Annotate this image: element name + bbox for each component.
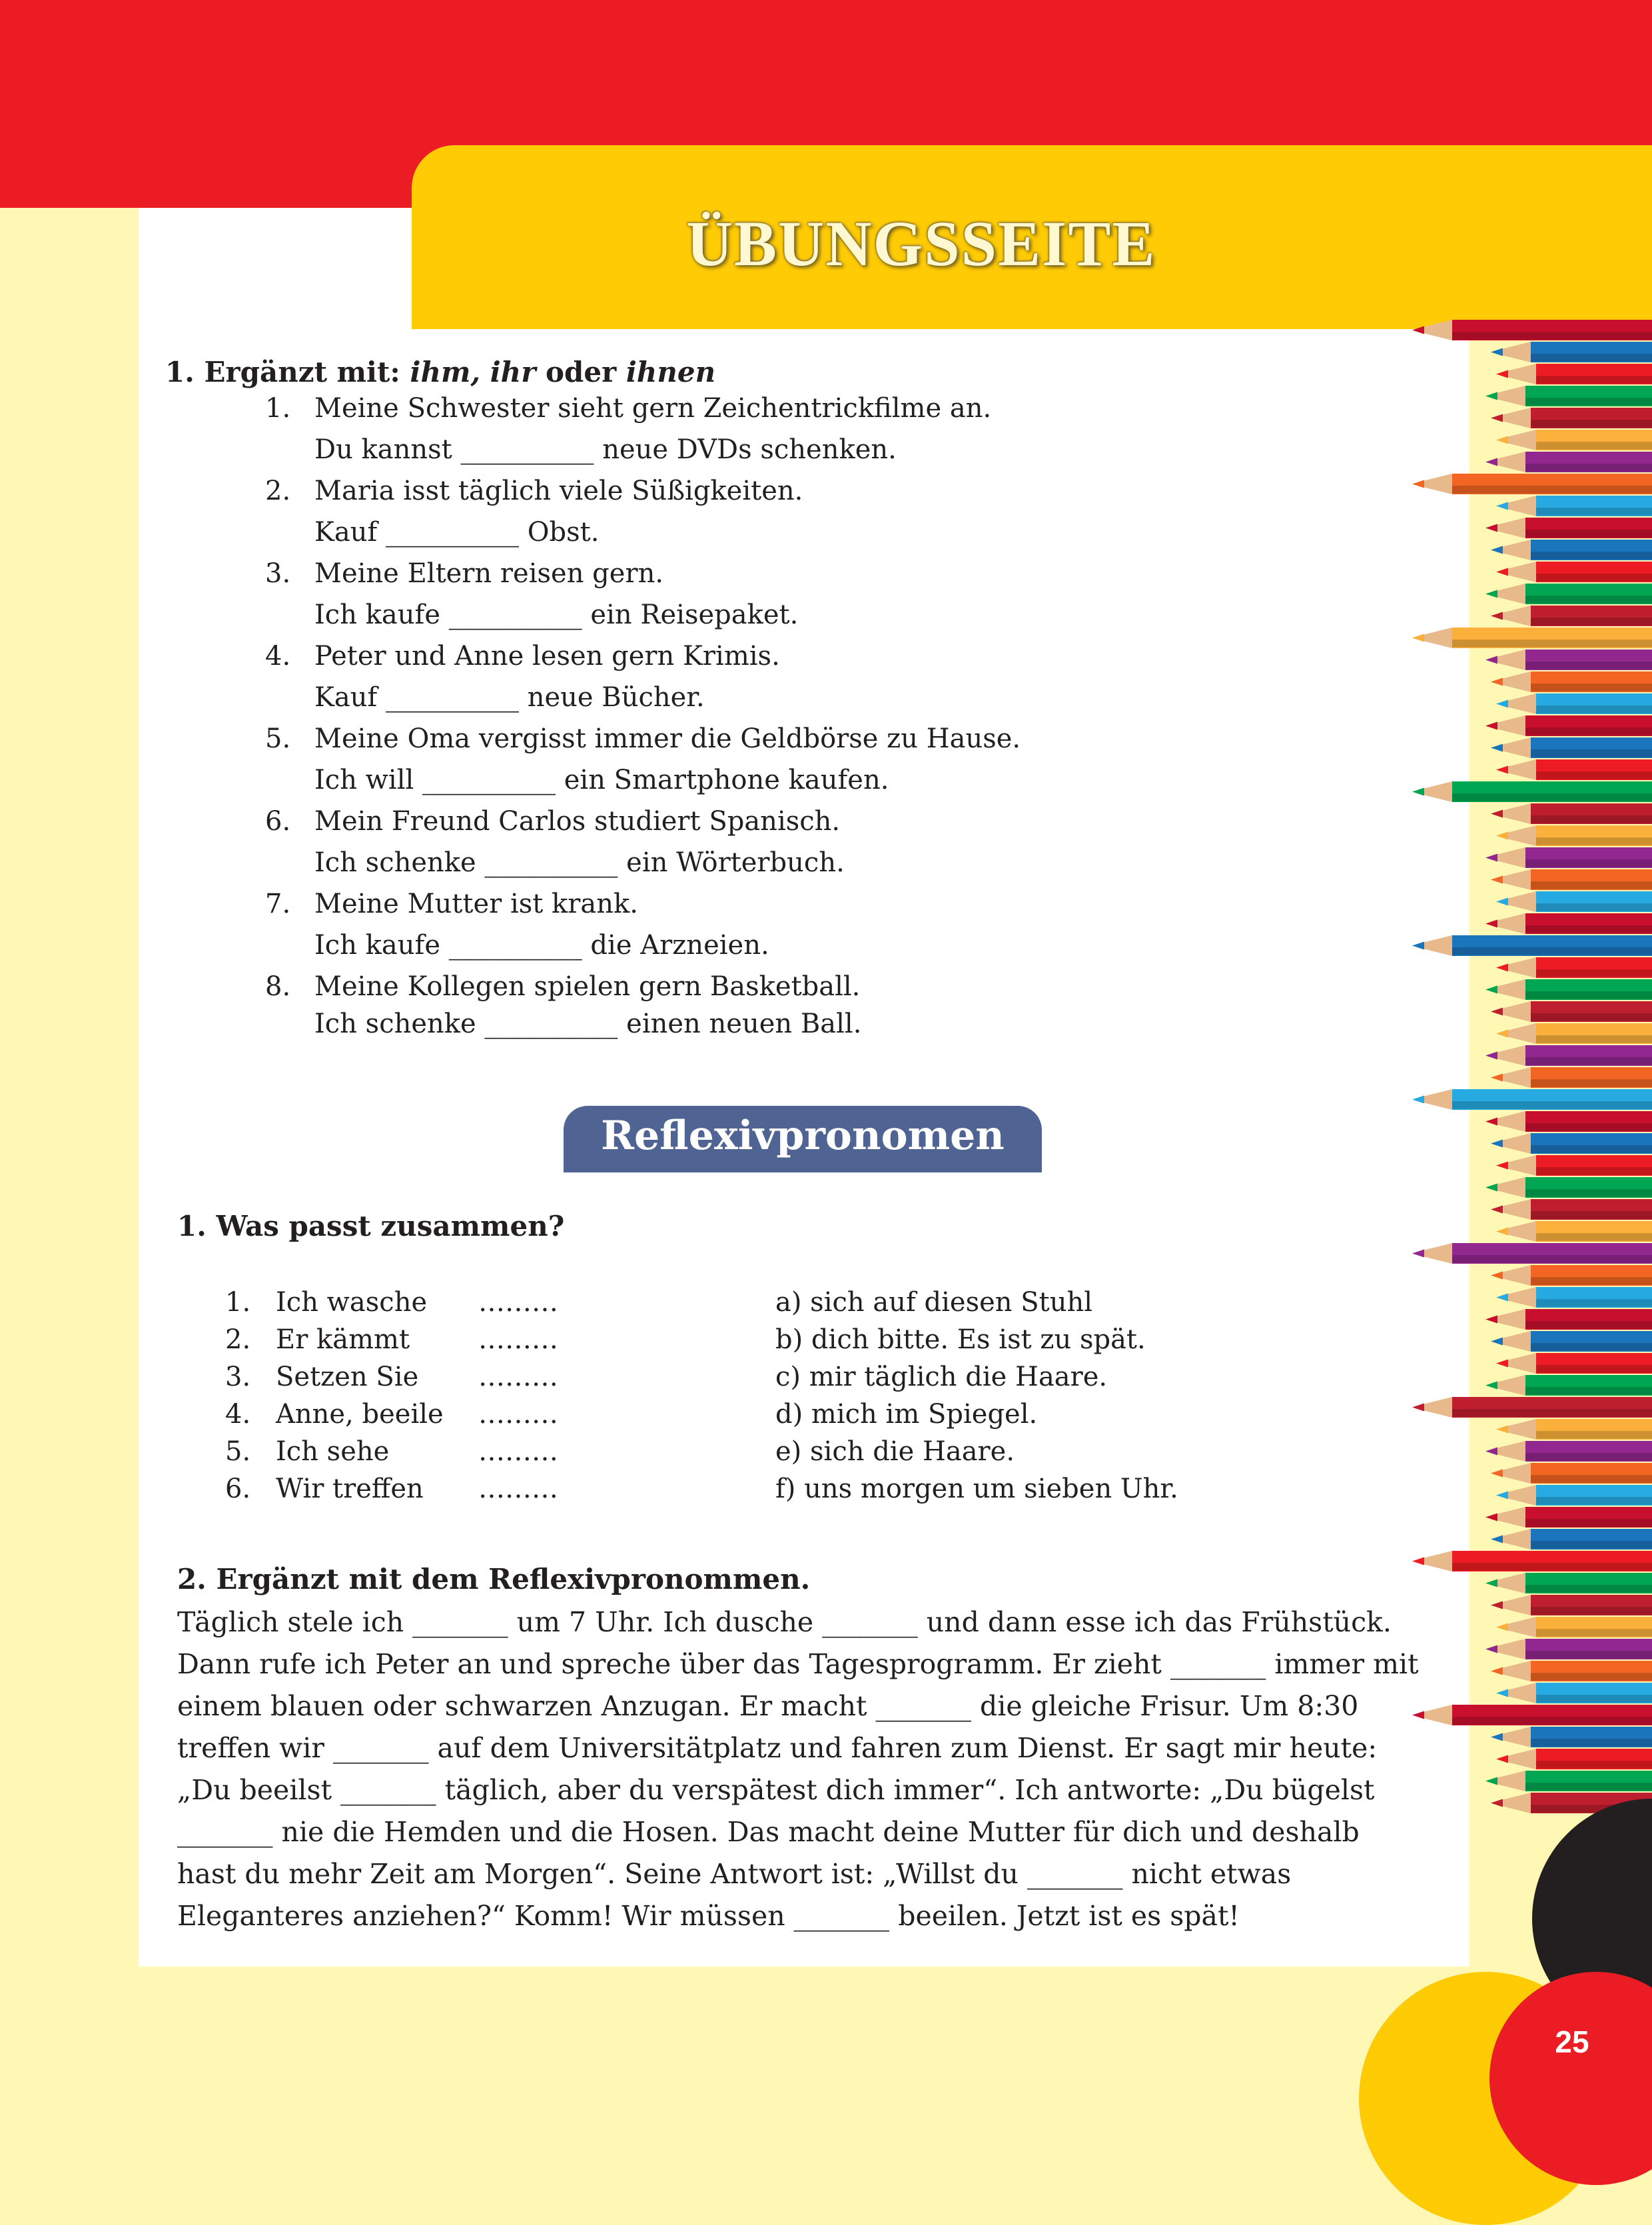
match-right-option: c) mir täglich die Haare.: [775, 1362, 1108, 1392]
pencil: [1485, 1639, 1652, 1659]
pencil: [1412, 628, 1652, 648]
match-dots: ………: [478, 1474, 558, 1504]
match-right-option: f) uns morgen um sieben Uhr.: [775, 1474, 1178, 1504]
pencil: [1412, 1243, 1652, 1264]
pencil: [1496, 1155, 1652, 1176]
match-dots: ………: [478, 1287, 558, 1318]
match-dots: ………: [478, 1399, 558, 1430]
pencil: [1412, 781, 1652, 802]
item-4-sentence: Peter und Anne lesen gern Krimis.: [314, 641, 780, 671]
pencil: [1412, 320, 1652, 340]
pencil: [1491, 1727, 1652, 1747]
pencil: [1485, 1111, 1652, 1132]
pencil: [1496, 430, 1652, 450]
pencil: [1491, 737, 1652, 758]
pencil: [1496, 1419, 1652, 1440]
pencil: [1496, 1023, 1652, 1044]
item-1-sentence: Meine Schwester sieht gern Zeichentrickfilme an.: [314, 393, 992, 424]
item-6-number: 6.: [265, 806, 291, 837]
pencil: [1491, 1595, 1652, 1615]
instruction-connector: oder: [536, 356, 626, 388]
pencil: [1491, 671, 1652, 692]
pencil: [1485, 1045, 1652, 1066]
item-1-gap: Du kannst __________ neue DVDs schenken.: [314, 434, 897, 465]
match-left-text: Wir treffen: [276, 1474, 424, 1504]
pencil: [1491, 408, 1652, 428]
pencil: [1485, 1309, 1652, 1330]
pencil: [1485, 1573, 1652, 1593]
pencil: [1496, 1749, 1652, 1769]
pencil: [1412, 1551, 1652, 1571]
exercise-2-heading: 2. Ergänzt mit dem Reflexivpronommen.: [177, 1563, 811, 1595]
item-3-sentence: Meine Eltern reisen gern.: [314, 558, 664, 589]
paragraph-line: Eleganteres anziehen?“ Komm! Wir müssen _______ beeilen. Jetzt ist es spät!: [177, 1900, 1240, 1932]
matching-heading: 1. Was passt zusammen?: [177, 1210, 565, 1242]
pencil: [1491, 1463, 1652, 1484]
paragraph-line: Dann rufe ich Peter an und spreche über das Tagesprogramm. Er zieht _______ immer mit: [177, 1648, 1419, 1680]
pencil: [1491, 1133, 1652, 1154]
item-2-number: 2.: [265, 476, 291, 506]
paragraph-line: Täglich stele ich _______ um 7 Uhr. Ich dusche _______ und dann esse ich das Frühstück.: [177, 1606, 1392, 1638]
match-left-text: Ich sehe: [276, 1436, 390, 1467]
pencil: [1485, 650, 1652, 670]
pencil: [1496, 1617, 1652, 1637]
pencil: [1491, 1001, 1652, 1022]
item-1-number: 1.: [265, 393, 291, 424]
match-left-number: 2.: [225, 1324, 251, 1355]
exercise-number: 1.: [165, 356, 195, 388]
pencil: [1491, 1661, 1652, 1681]
item-6-sentence: Mein Freund Carlos studiert Spanisch.: [314, 806, 841, 837]
item-8-gap: Ich schenke __________ einen neuen Ball.: [314, 1009, 862, 1039]
paragraph-line: treffen wir _______ auf dem Universitätplatz und fahren zum Dienst. Er sagt mir heute:: [177, 1732, 1378, 1764]
pencil: [1485, 847, 1652, 868]
pencil: [1496, 562, 1652, 582]
match-left-number: 3.: [225, 1362, 251, 1392]
pencil: [1496, 364, 1652, 384]
pencil: [1485, 386, 1652, 406]
pencil: [1496, 957, 1652, 978]
section-title: Reflexivpronomen: [601, 1112, 1005, 1159]
pencil: [1491, 1199, 1652, 1220]
match-dots: ………: [478, 1436, 558, 1467]
pencil: [1485, 1375, 1652, 1396]
paragraph-line: _______ nie die Hemden und die Hosen. Das macht deine Mutter für dich und deshalb: [177, 1816, 1360, 1848]
item-4-gap: Kauf __________ neue Bücher.: [314, 682, 705, 713]
pencil: [1496, 1221, 1652, 1242]
pencil: [1491, 1331, 1652, 1352]
pencil: [1491, 540, 1652, 560]
item-7-sentence: Meine Mutter ist krank.: [314, 889, 638, 919]
match-left-number: 5.: [225, 1436, 251, 1467]
match-left-text: Ich wasche: [276, 1287, 428, 1318]
option-ihnen: ihnen: [625, 356, 716, 388]
item-8-number: 8.: [265, 971, 291, 1002]
pencil: [1491, 342, 1652, 362]
pencil: [1485, 452, 1652, 472]
pencil: [1485, 979, 1652, 1000]
pencil: [1496, 759, 1652, 780]
item-7-number: 7.: [265, 889, 291, 919]
item-4-number: 4.: [265, 641, 291, 671]
pencil: [1485, 1507, 1652, 1528]
item-2-gap: Kauf __________ Obst.: [314, 517, 600, 548]
page-number: 25: [1555, 2024, 1589, 2059]
match-right-option: d) mich im Spiegel.: [775, 1399, 1038, 1430]
pencil: [1496, 496, 1652, 516]
pencil: [1485, 518, 1652, 538]
pencil: [1491, 869, 1652, 890]
option-ihm-ihr: ihm, ihr: [410, 356, 536, 388]
pencil: [1491, 1067, 1652, 1088]
pencil: [1412, 935, 1652, 956]
pencil: [1485, 1441, 1652, 1462]
item-2-sentence: Maria isst täglich viele Süßigkeiten.: [314, 476, 803, 506]
match-dots: ………: [478, 1362, 558, 1392]
match-left-text: Anne, beeile: [276, 1399, 444, 1430]
pencil: [1496, 1353, 1652, 1374]
pencil: [1485, 913, 1652, 934]
match-left-text: Er kämmt: [276, 1324, 410, 1355]
match-right-option: a) sich auf diesen Stuhl: [775, 1287, 1093, 1318]
paragraph-line: einem blauen oder schwarzen Anzugan. Er macht _______ die gleiche Frisur. Um 8:30: [177, 1690, 1359, 1722]
pencil: [1412, 474, 1652, 494]
exercise-instruction: Ergänzt mit:: [204, 356, 410, 388]
pencil: [1491, 1529, 1652, 1550]
item-3-gap: Ich kaufe __________ ein Reisepaket.: [314, 600, 799, 630]
pencil: [1491, 606, 1652, 626]
pencil: [1412, 1089, 1652, 1110]
item-3-number: 3.: [265, 558, 291, 589]
match-left-text: Setzen Sie: [276, 1362, 419, 1392]
item-7-gap: Ich kaufe __________ die Arzneien.: [314, 930, 769, 961]
pencil: [1412, 1705, 1652, 1725]
pencil: [1496, 1485, 1652, 1506]
exercise-1-heading: [165, 356, 715, 388]
item-5-sentence: Meine Oma vergisst immer die Geldbörse zu Hause.: [314, 723, 1021, 754]
match-right-option: b) dich bitte. Es ist zu spät.: [775, 1324, 1146, 1355]
pencil: [1496, 825, 1652, 846]
pencil: [1496, 891, 1652, 912]
pencil: [1491, 1265, 1652, 1286]
page-title: ÜBUNGSSEITE: [686, 208, 1156, 279]
pencil: [1485, 715, 1652, 736]
paragraph-line: hast du mehr Zeit am Morgen“. Seine Antwort ist: „Willst du _______ nicht etwas: [177, 1858, 1292, 1890]
pencil: [1485, 584, 1652, 604]
pencil: [1496, 693, 1652, 714]
item-6-gap: Ich schenke __________ ein Wörterbuch.: [314, 847, 845, 878]
match-left-number: 1.: [225, 1287, 251, 1318]
pencil: [1412, 1397, 1652, 1418]
match-right-option: e) sich die Haare.: [775, 1436, 1015, 1467]
match-left-number: 6.: [225, 1474, 251, 1504]
pencil: [1485, 1771, 1652, 1791]
match-left-number: 4.: [225, 1399, 251, 1430]
colored-pencils-decoration: [1406, 320, 1652, 1825]
item-5-number: 5.: [265, 723, 291, 754]
paragraph-line: „Du beeilst _______ täglich, aber du verspätest dich immer“. Ich antworte: „Du bügelst: [177, 1774, 1375, 1806]
item-5-gap: Ich will __________ ein Smartphone kaufen.: [314, 765, 889, 795]
item-8-sentence: Meine Kollegen spielen gern Basketball.: [314, 971, 861, 1002]
match-dots: ………: [478, 1324, 558, 1355]
pencil: [1491, 803, 1652, 824]
pencil: [1496, 1287, 1652, 1308]
pencil: [1496, 1683, 1652, 1703]
pencil: [1485, 1177, 1652, 1198]
